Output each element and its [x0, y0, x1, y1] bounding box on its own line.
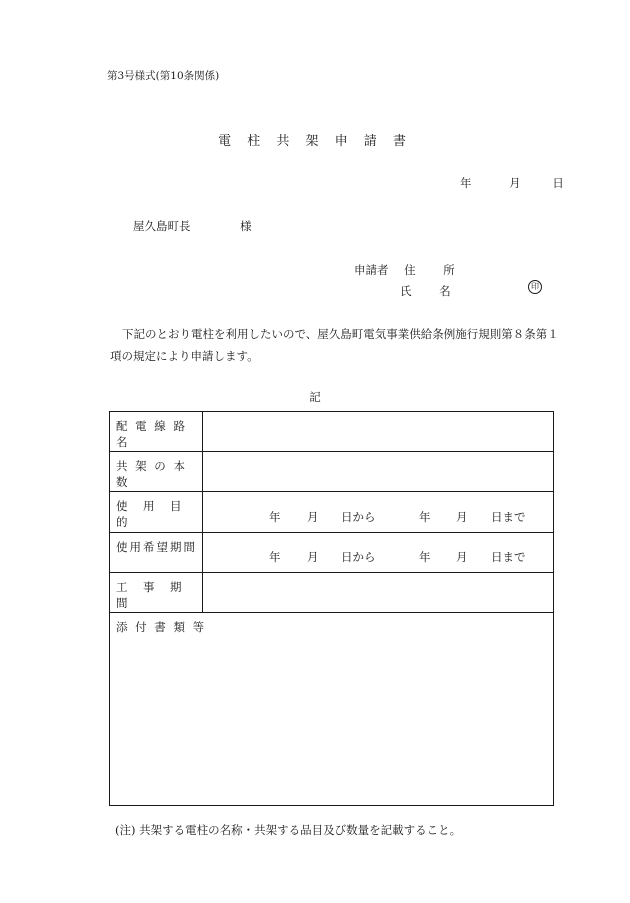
table-row	[110, 412, 554, 452]
application-table	[109, 411, 554, 806]
ki-heading: 記	[309, 390, 321, 404]
period-to: 日まで	[491, 550, 526, 564]
period-month: 月	[456, 510, 468, 524]
date-year: 年	[460, 176, 472, 190]
period-month: 月	[456, 550, 468, 564]
row-label: 添 付 書 類 等	[116, 620, 207, 634]
applicant-name-row	[400, 283, 463, 299]
address-label: 住 所	[404, 263, 467, 277]
period-from: 日から	[341, 510, 376, 524]
date-line	[460, 175, 564, 191]
row-label-cell	[110, 492, 203, 533]
document-title: 電 柱 共 架 申 請 書	[218, 134, 412, 149]
table-row	[110, 452, 554, 492]
period-to: 日まで	[491, 510, 526, 524]
period-from: 日から	[341, 550, 376, 564]
row-label: 工 事 期 間	[116, 580, 197, 610]
period-year: 年	[269, 550, 281, 564]
form-number: 第3号様式(第10条関係)	[107, 70, 220, 82]
row-label: 使 用 目 的	[116, 499, 197, 529]
applicant-label: 申請者	[354, 263, 389, 277]
row-label-cell	[110, 412, 203, 452]
date-month: 月	[509, 176, 521, 190]
row-label: 使用希望期間	[116, 540, 197, 554]
period-year: 年	[419, 550, 431, 564]
addressee	[133, 218, 252, 234]
row-label-cell	[110, 533, 203, 573]
statement-line-2: 項の規定により申請します。	[110, 349, 259, 363]
row-label: 配 電 線 路 名	[116, 419, 187, 449]
addressee-honorific: 様	[240, 219, 252, 233]
footnote: (注) 共架する電柱の名称・共架する品目及び数量を記載すること。	[115, 823, 462, 837]
period-month: 月	[307, 510, 319, 524]
period-month: 月	[307, 550, 319, 564]
request-statement	[110, 323, 560, 367]
addressee-name: 屋久島町長	[133, 219, 191, 233]
attachments-field[interactable]	[110, 613, 554, 806]
period-year: 年	[419, 510, 431, 524]
applicant-address-row	[354, 262, 467, 278]
date-day: 日	[552, 176, 564, 190]
period-year: 年	[269, 510, 281, 524]
table-row	[110, 613, 554, 806]
table-row	[110, 533, 554, 573]
table-row	[110, 573, 554, 613]
name-label: 氏 名	[400, 284, 463, 298]
seal-mark-icon: 印	[528, 280, 542, 294]
table-row	[110, 492, 554, 533]
construction-period-field[interactable]	[203, 550, 554, 613]
distribution-line-field[interactable]	[203, 412, 554, 452]
row-label-cell	[110, 573, 203, 613]
statement-line-1: 下記のとおり電柱を利用したいので、屋久島町電気事業供給条例施行規則第８条第１	[122, 327, 559, 341]
pole-count-field[interactable]	[203, 452, 554, 492]
row-label-cell	[110, 452, 203, 492]
row-label: 共 架 の 本 数	[116, 459, 187, 489]
